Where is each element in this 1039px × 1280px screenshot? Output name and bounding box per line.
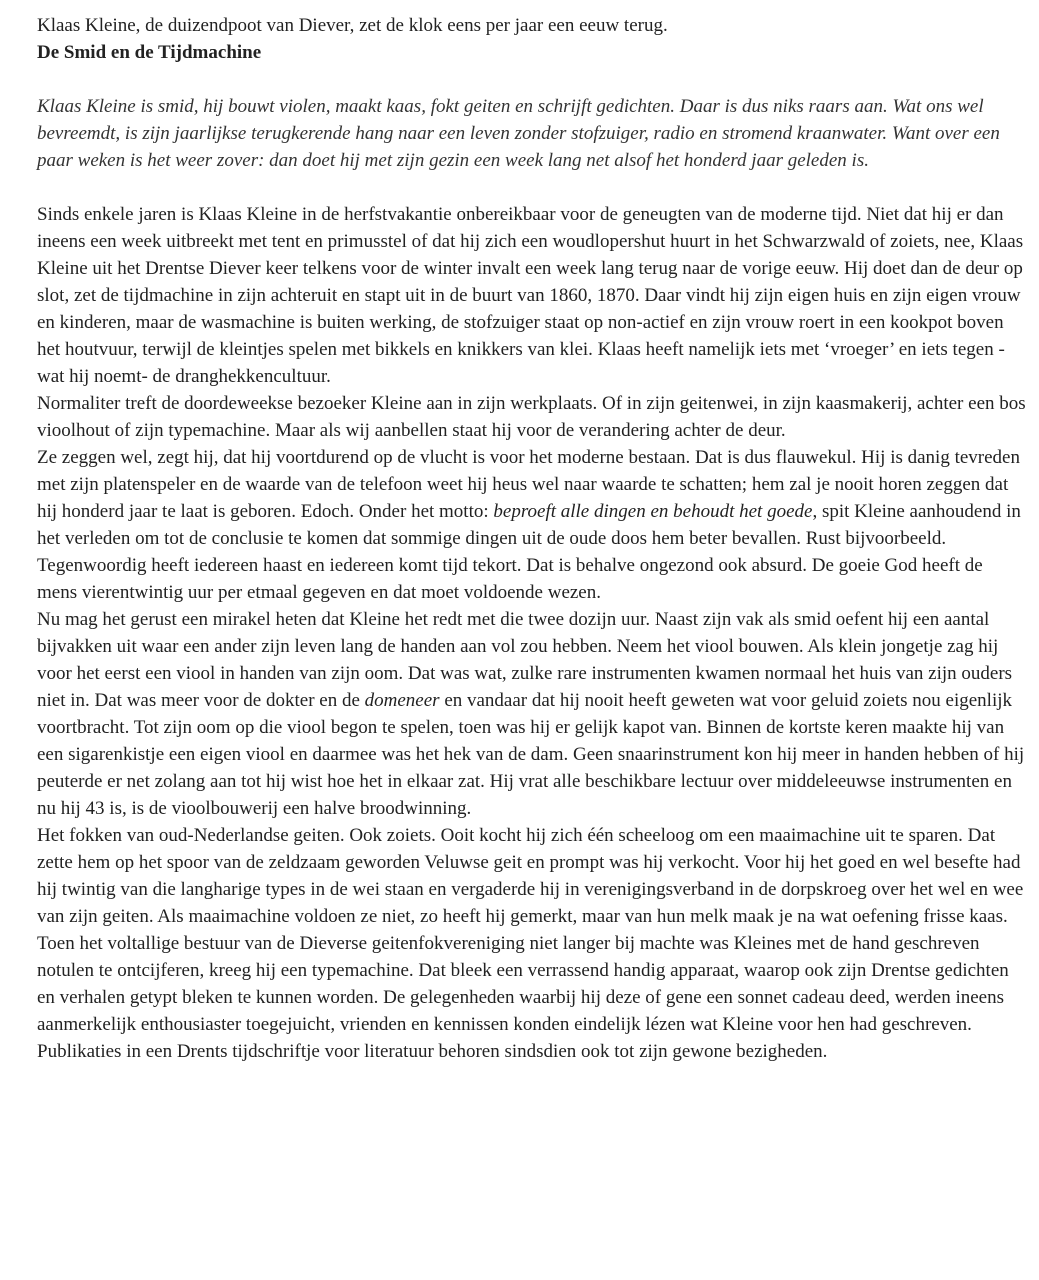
article-intro: Klaas Kleine is smid, hij bouwt violen, maakt kaas, fokt geiten en schrijft gedichten. Daar is dus niks raars aan. Wat ons wel bevreemdt, is zijn jaarlijkse terugkerende hang naar een leven zonder stofzuiger, radio en stromend kraanwater. Want over een paar weken is het weer zover: dan doet hij met zijn gezin een week lang net alsof het honderd jaar geleden is. [37,96,1000,171]
paragraph-5: Het fokken van oud-Nederlandse geiten. Ook zoiets. Ooit kocht hij zich één scheeloog om een maaimachine uit te sparen. Dat zette hem op het spoor van de zeldzaam geworden Veluwse geit en prompt was hij verkocht. Voor hij het goed en wel besefte had hij twintig van die langharige types in de wei staan en vergaderde hij in verenigingsverband in de dorpskroeg over het wel en wee van zijn geiten. Als maaimachine voldoen ze niet, zo heeft hij gemerkt, maar van hun melk maak je na wat oefening frisse kaas. [37,825,1024,927]
paragraph-4-text-b: en vandaar dat hij nooit heeft geweten wat voor geluid zoiets nou eigenlijk voortbracht. Tot zijn oom op die viool begon te spelen, toen was hij er gelijk kapot van. Binnen de kortste keren maakte hij van een sigarenkistje een eigen viool en daarmee was het hek van de dam. Geen snaarinstrument kon hij meer in handen hebben of hij peuterde er net zolang aan tot hij wist hoe het in elkaar zat. Hij vrat alle beschikbare lectuur over middeleeuwse instrumenten en nu hij 43 is, is de vioolbouwerij een halve broodwinning. [37,690,1025,819]
paragraph-2: Normaliter treft de doordeweekse bezoeker Kleine aan in zijn werkplaats. Of in zijn geitenwei, in zijn kaasmakerij, achter een bos vioolhout of zijn typemachine. Maar als wij aanbellen staat hij voor de verandering achter de deur. [37,393,1026,441]
article-title: De Smid en de Tijdmachine [37,42,262,63]
paragraph-4-emphasis: domeneer [364,690,440,711]
paragraph-3-text-b: , spit Kleine aanhoudend in het verleden om tot de conclusie te komen dat sommige dingen uit de oude doos hem beter bevallen. Rust bijvoorbeeld. Tegenwoordig heeft iedereen haast en iedereen komt tijd tekort. Dat is behalve ongezond ook absurd. De goeie God heeft de mens vierentwintig uur per etmaal gegeven en dat moet voldoende wezen. [37,501,1021,603]
paragraph-3-text-a: Ze zeggen wel, zegt hij, dat hij voortdurend op de vlucht is voor het moderne bestaan. Dat is dus flauwekul. Hij is danig tevreden met zijn platenspeler en de waarde van de telefoon weet hij heus wel naar waarde te schatten; hem zal je nooit horen zeggen dat hij honderd jaar te laat is geboren. Edoch. Onder het motto: [37,447,1020,522]
article-standfirst: Klaas Kleine, de duizendpoot van Diever, zet de klok eens per jaar een eeuw terug. [37,15,668,36]
paragraph-3 [37,444,1027,606]
paragraph-4-text-a: Nu mag het gerust een mirakel heten dat Kleine het redt met die twee dozijn uur. Naast zijn vak als smid oefent hij een aantal bijvakken uit waar een ander zijn leven lang de handen aan vol zou hebben. Neem het viool bouwen. Als klein jongetje zag hij voor het eerst een viool in handen van zijn oom. Dat was wat, zulke rare instrumenten kwamen normaal het huis van zijn ouders niet in. Dat was meer voor de dokter en de [37,609,1013,711]
paragraph-4 [37,606,1027,822]
article-body [37,201,1027,1065]
paragraph-3-motto: beproeft alle dingen en behoudt het goede [493,501,813,522]
paragraph-1: Sinds enkele jaren is Klaas Kleine in de herfstvakantie onbereikbaar voor de geneugten van de moderne tijd. Niet dat hij er dan ineens een week uitbreekt met tent en primusstel of dat hij zich een woudlopershut huurt in het Schwarzwald of zoiets, nee, Klaas Kleine uit het Drentse Diever keer telkens voor de winter invalt een week lang terug naar de vorige eeuw. Hij doet dan de deur op slot, zet de tijdmachine in zijn achteruit en stapt uit in de buurt van 1860, 1870. Daar vindt hij zijn eigen huis en zijn eigen vrouw en kinderen, maar de wasmachine is buiten werking, de stofzuiger staat op non-actief en zijn vrouw roert in een kookpot boven het houtvuur, terwijl de kleintjes spelen met bikkels en knikkers van klei. Klaas heeft namelijk iets met ‘vroeger’ en iets tegen -wat hij noemt- de dranghekkencultuur. [37,204,1024,387]
paragraph-6: Toen het voltallige bestuur van de Dieverse geitenfokvereniging niet langer bij machte was Kleines met de hand geschreven notulen te ontcijferen, kreeg hij een typemachine. Dat bleek een verrassend handig apparaat, waarop ook zijn Drentse gedichten en verhalen getypt bleken te kunnen worden. De gelegenheden waarbij hij deze of gene een sonnet cadeau deed, werden ineens aanmerkelijk enthousiaster toegejuicht, vrienden en kennissen konden eindelijk lézen wat Kleine voor hen had geschreven. Publikaties in een Drents tijdschriftje voor literatuur behoren sindsdien ook tot zijn gewone bezigheden. [37,933,1009,1062]
